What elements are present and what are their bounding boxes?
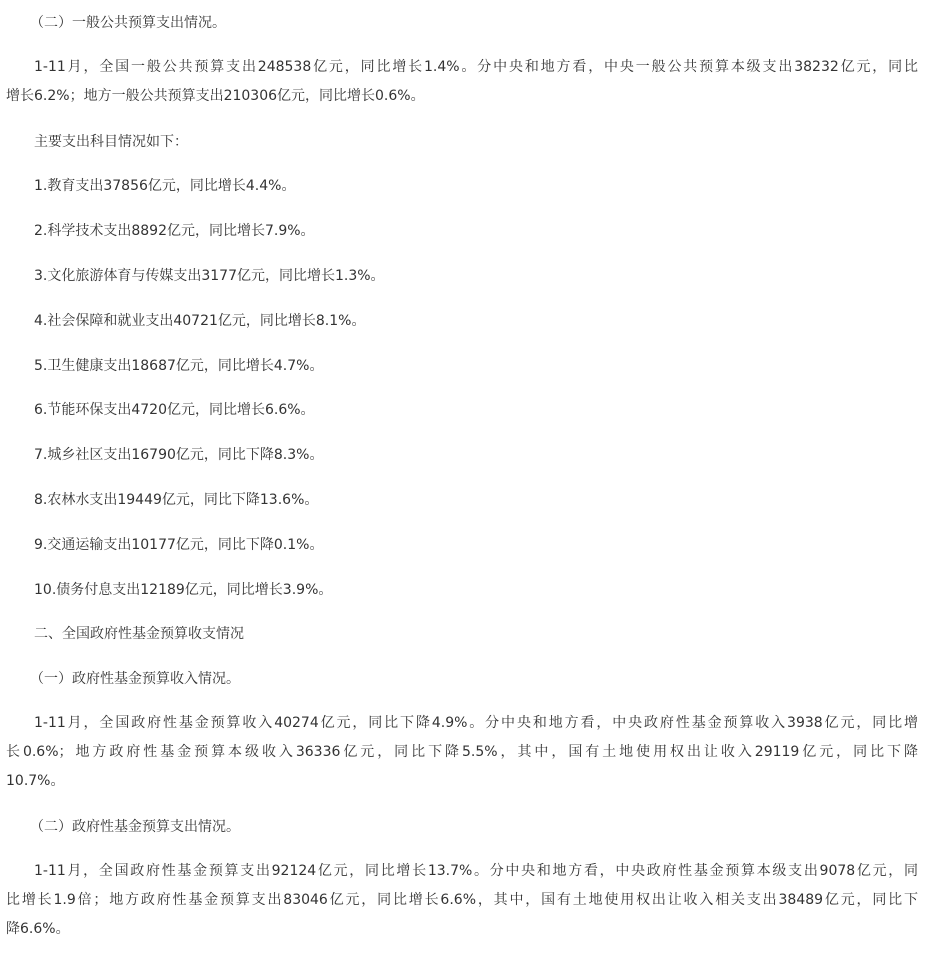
paragraph-fund-expenditure — [0, 857, 932, 944]
list-item — [0, 396, 932, 425]
section-heading-general-budget-expenditure — [0, 9, 932, 38]
paragraph-line: 长0.6%；地方政府性基金预算本级收入36336亿元，同比下降5.5%，其中，国有土地使用权出让收入29119亿元，同比下降 — [6, 744, 918, 760]
list-item-text: 4.社会保障和就业支出40721亿元，同比增长8.1%。 — [34, 313, 366, 329]
list-item — [0, 576, 932, 605]
paragraph-line: 降6.6%。 — [6, 921, 70, 937]
paragraph-text: （二）一般公共预算支出情况。 — [30, 15, 226, 31]
list-item — [0, 531, 932, 560]
paragraph-fund-revenue — [0, 709, 932, 796]
list-item — [0, 307, 932, 336]
list-item — [0, 262, 932, 291]
list-item-text: 10.债务付息支出12189亿元，同比增长3.9%。 — [34, 582, 333, 598]
paragraph-line: 1-11月，全国一般公共预算支出248538亿元，同比增长1.4%。分中央和地方看，中央一般公共预算本级支出38232亿元，同比 — [34, 59, 918, 75]
list-item-text: 3.文化旅游体育与传媒支出3177亿元，同比增长1.3%。 — [34, 268, 385, 284]
paragraph-line: 增长6.2%；地方一般公共预算支出210306亿元，同比增长0.6%。 — [6, 88, 425, 104]
paragraph-main-items-intro — [0, 128, 932, 157]
paragraph-line: 1-11月，全国政府性基金预算支出92124亿元，同比增长13.7%。分中央和地方看，中央政府性基金预算本级支出9078亿元，同 — [34, 863, 918, 879]
list-item-text: 1.教育支出37856亿元，同比增长4.4%。 — [34, 178, 296, 194]
list-item-text: 6.节能环保支出4720亿元，同比增长6.6%。 — [34, 402, 315, 418]
list-item — [0, 352, 932, 381]
list-item — [0, 217, 932, 246]
list-item-text: 5.卫生健康支出18687亿元，同比增长4.7%。 — [34, 358, 324, 374]
paragraph-line: 1-11月，全国政府性基金预算收入40274亿元，同比下降4.9%。分中央和地方看，中央政府性基金预算收入3938亿元，同比增 — [34, 715, 918, 731]
paragraph-text: 主要支出科目情况如下： — [34, 134, 188, 150]
list-item-text: 2.科学技术支出8892亿元，同比增长7.9%。 — [34, 223, 315, 239]
list-item — [0, 441, 932, 470]
list-item-text: 9.交通运输支出10177亿元，同比下降0.1%。 — [34, 537, 324, 553]
subsection-heading-fund-revenue — [0, 665, 932, 694]
paragraph-general-budget-expenditure — [0, 53, 932, 111]
heading-text: 二、全国政府性基金预算收支情况 — [34, 626, 244, 642]
paragraph-line: 10.7%。 — [6, 773, 65, 789]
subsection-heading-fund-expenditure — [0, 813, 932, 842]
list-item — [0, 172, 932, 201]
list-item-text: 7.城乡社区支出16790亿元，同比下降8.3%。 — [34, 447, 324, 463]
section-heading-government-fund-budget — [0, 620, 932, 649]
list-item — [0, 486, 932, 515]
paragraph-line: 比增长1.9倍；地方政府性基金预算支出83046亿元，同比增长6.6%，其中，国有土地使用权出让收入相关支出38489亿元，同比下 — [6, 892, 918, 908]
list-item-text: 8.农林水支出19449亿元，同比下降13.6%。 — [34, 492, 319, 508]
heading-text: （一）政府性基金预算收入情况。 — [30, 671, 240, 687]
heading-text: （二）政府性基金预算支出情况。 — [30, 819, 240, 835]
